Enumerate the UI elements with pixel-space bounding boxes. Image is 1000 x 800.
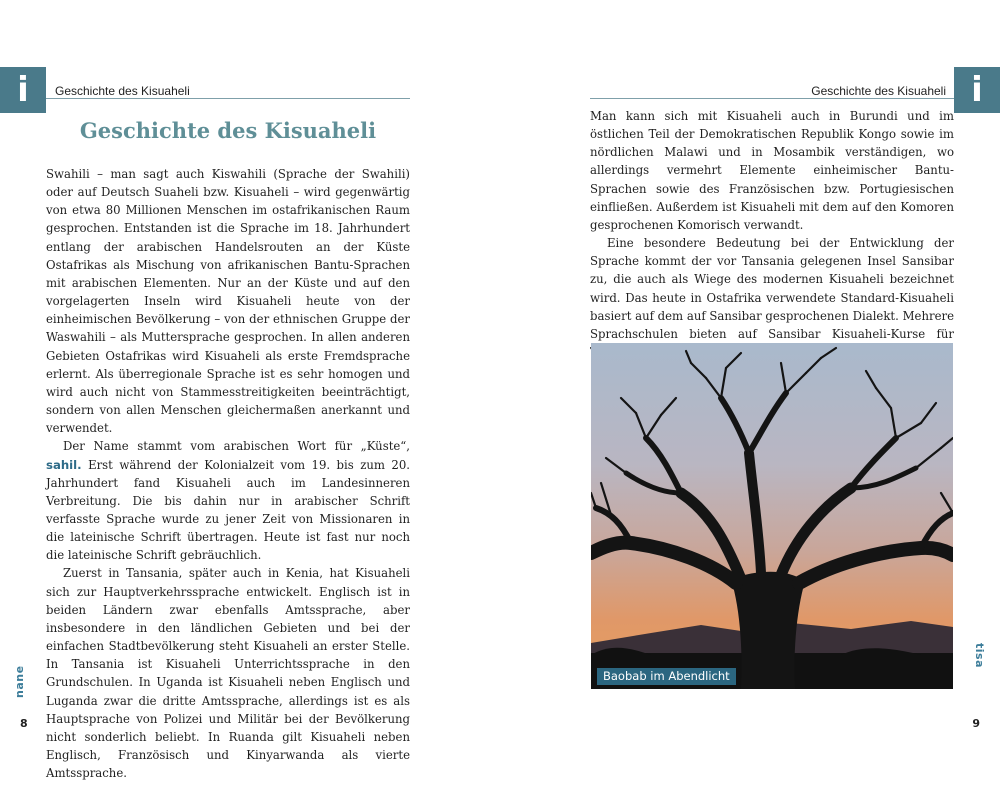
paragraph-2	[46, 437, 410, 564]
header-rule	[590, 98, 954, 99]
paragraph-2-end: Erst während der Kolonialzeit vom 19. bis zum 20. Jahrhundert fand Kisuaheli auch im Landesinneren Verbreitung. Die bis dahin nur in arabischer Schrift verfasste Sprache wurde zu jener Zeit von Missionaren in die lateinische Schrift übertragen. Heute ist fast nur noch die lateinische Schrift gebräuchlich.	[46, 457, 410, 563]
highlighted-word: sahil.	[46, 457, 82, 472]
body-text	[46, 165, 410, 782]
running-head: Geschichte des Kisuaheli	[811, 84, 946, 98]
header-rule	[46, 98, 410, 99]
baobab-photo-illustration	[591, 343, 953, 689]
running-head: Geschichte des Kisuaheli	[55, 84, 190, 98]
paragraph-1: Swahili – man sagt auch Kiswahili (Sprache der Swahili) oder auf Deutsch Suaheli bzw. Kisuaheli – wird gegenwärtig von etwa 80 Millionen Menschen im ostafrikanischen Raum gesprochen. Entstanden ist die Sprache im 18. Jahrhundert entlang der arabischen Handelsrouten an der Küste Ostafrikas als Mischung von afrikanischen Bantu-Sprachen mit arabischen Elementen. Nur an der Küste und auf den vorgelagerten Inseln wird Kisuaheli heute von der einheimischen Bevölkerung – von der ethnischen Gruppe der Waswahili – als Muttersprache gesprochen. In allen anderen Gebieten Ostafrikas wird Kisuaheli als erste Fremdsprache erlernt. Als überregionale Sprache ist es sehr homogen und wird auch nicht von Stammesstreitigkeiten beeinträchtigt, sondern von allen Menschen gleichermaßen anerkannt und verwendet.	[46, 167, 410, 436]
thumb-tab-label: tisa	[973, 643, 986, 668]
page-number: 9	[972, 717, 980, 730]
paragraph-2-start: Der Name stammt vom arabischen Wort für „Küste“,	[63, 439, 410, 454]
paragraph-1: Man kann sich mit Kisuaheli auch in Burundi und im östlichen Teil der Demokratischen Republik Kongo sowie im nördlichen Malawi und in Mosambik verständigen, wo allerdings vermehrt Elemente einheimischer Bantu-Sprachen sowie des Französischen bzw. Portugiesischen einfließen. Außerdem ist Kisuaheli mit dem auf den Komoren gesprochenen Komorisch verwandt.	[590, 109, 954, 232]
chapter-title: Geschichte des Kisuaheli	[79, 118, 377, 143]
baobab-photo	[591, 343, 953, 689]
body-text	[590, 107, 954, 361]
page-number: 8	[20, 717, 28, 730]
info-icon: i	[954, 67, 1000, 113]
paragraph-3: Zuerst in Tansania, später auch in Kenia, hat Kisuaheli sich zur Hauptverkehrssprache entwickelt. Englisch ist in beiden Ländern zwar ebenfalls Amtssprache, aber insbesondere in den ländlichen Gebieten und bei der einfachen Stadtbevölkerung steht Kisuaheli an erster Stelle. In Tansania ist Kisuaheli Unterrichtssprache in den Grundschulen. In Uganda ist Kisuaheli neben Englisch und Luganda zwar die dritte Amtssprache, allerdings ist es als Hauptsprache von Polizei und Militär bei der Bevölkerung nicht sonderlich beliebt. In Ruanda gilt Kisuaheli neben Englisch, Französisch und Kinyarwanda als vierte Amtssprache.	[46, 566, 410, 781]
info-icon: i	[0, 67, 46, 113]
right-page	[500, 0, 1000, 800]
paragraph-2: Eine besondere Bedeutung bei der Entwicklung der Sprache kommt der vor Tansania gelegenen Insel Sansibar zu, die auch als Wiege des modernen Kisuaheli bezeichnet wird. Das heute in Ostafrika verwendete Standard-Kisuaheli basiert auf dem auf Sansibar gesprochenen Dialekt. Mehrere Sprachschulen bieten auf Sansibar Kisuaheli-Kurse für	[590, 236, 954, 341]
thumb-tab-label: nane	[13, 665, 26, 698]
photo-caption: Baobab im Abendlicht	[597, 668, 736, 685]
